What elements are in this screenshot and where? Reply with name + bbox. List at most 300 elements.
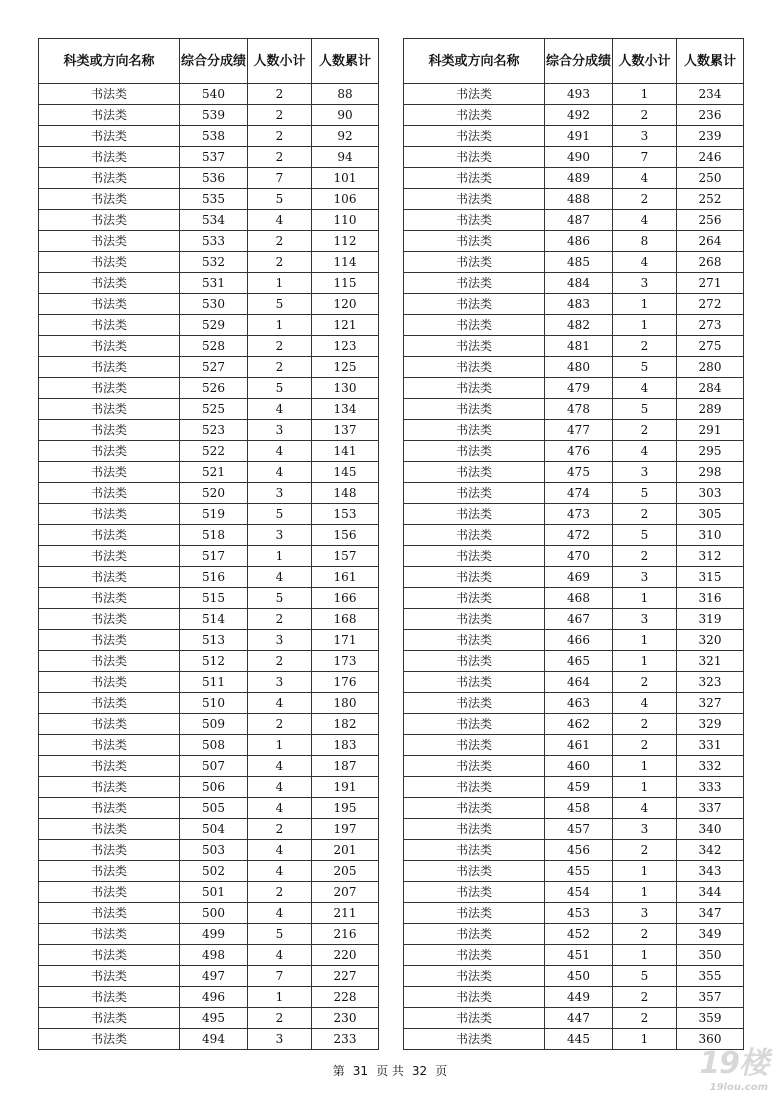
cell-name: 书法类 bbox=[39, 189, 180, 210]
table-row bbox=[39, 378, 379, 399]
cell-score: 445 bbox=[545, 1029, 613, 1050]
cell-name: 书法类 bbox=[404, 840, 545, 861]
cell-name: 书法类 bbox=[404, 630, 545, 651]
cell-count: 1 bbox=[613, 882, 677, 903]
table-row bbox=[39, 756, 379, 777]
cell-count: 3 bbox=[613, 903, 677, 924]
footer-page-number: 31 bbox=[352, 1064, 369, 1078]
cell-name: 书法类 bbox=[404, 714, 545, 735]
table-row bbox=[39, 210, 379, 231]
table-row bbox=[404, 420, 744, 441]
cell-cumulative: 344 bbox=[677, 882, 744, 903]
cell-count: 4 bbox=[613, 441, 677, 462]
cell-count: 2 bbox=[613, 672, 677, 693]
cell-count: 2 bbox=[248, 84, 312, 105]
table-row bbox=[404, 441, 744, 462]
cell-score: 512 bbox=[180, 651, 248, 672]
cell-name: 书法类 bbox=[404, 84, 545, 105]
cell-score: 481 bbox=[545, 336, 613, 357]
cell-score: 459 bbox=[545, 777, 613, 798]
table-row bbox=[39, 546, 379, 567]
cell-name: 书法类 bbox=[404, 735, 545, 756]
cell-score: 473 bbox=[545, 504, 613, 525]
cell-count: 3 bbox=[248, 1029, 312, 1050]
cell-name: 书法类 bbox=[39, 861, 180, 882]
cell-score: 514 bbox=[180, 609, 248, 630]
cell-count: 2 bbox=[248, 357, 312, 378]
table-body-right bbox=[404, 84, 744, 1050]
cell-name: 书法类 bbox=[39, 987, 180, 1008]
cell-score: 449 bbox=[545, 987, 613, 1008]
cell-count: 5 bbox=[248, 924, 312, 945]
cell-name: 书法类 bbox=[404, 357, 545, 378]
cell-score: 521 bbox=[180, 462, 248, 483]
cell-count: 4 bbox=[248, 903, 312, 924]
footer-suffix: 页 bbox=[435, 1064, 448, 1078]
cell-score: 461 bbox=[545, 735, 613, 756]
cell-count: 4 bbox=[248, 210, 312, 231]
table-row bbox=[404, 861, 744, 882]
cell-name: 书法类 bbox=[404, 987, 545, 1008]
table-row bbox=[39, 798, 379, 819]
table-row bbox=[39, 525, 379, 546]
cell-name: 书法类 bbox=[39, 1029, 180, 1050]
table-row bbox=[39, 168, 379, 189]
cell-cumulative: 289 bbox=[677, 399, 744, 420]
cell-score: 535 bbox=[180, 189, 248, 210]
cell-score: 475 bbox=[545, 462, 613, 483]
cell-count: 3 bbox=[248, 420, 312, 441]
cell-count: 2 bbox=[613, 504, 677, 525]
cell-cumulative: 273 bbox=[677, 315, 744, 336]
table-row bbox=[39, 483, 379, 504]
cell-name: 书法类 bbox=[39, 693, 180, 714]
cell-name: 书法类 bbox=[404, 777, 545, 798]
cell-count: 2 bbox=[248, 651, 312, 672]
table-row bbox=[404, 399, 744, 420]
table-row bbox=[404, 693, 744, 714]
table-row bbox=[39, 630, 379, 651]
cell-name: 书法类 bbox=[39, 210, 180, 231]
cell-cumulative: 114 bbox=[312, 252, 379, 273]
cell-name: 书法类 bbox=[404, 336, 545, 357]
table-row bbox=[404, 126, 744, 147]
cell-score: 531 bbox=[180, 273, 248, 294]
cell-count: 8 bbox=[613, 231, 677, 252]
cell-score: 486 bbox=[545, 231, 613, 252]
header-name: 科类或方向名称 bbox=[39, 39, 180, 84]
cell-cumulative: 275 bbox=[677, 336, 744, 357]
cell-count: 3 bbox=[248, 525, 312, 546]
cell-score: 462 bbox=[545, 714, 613, 735]
table-row bbox=[404, 630, 744, 651]
cell-count: 2 bbox=[613, 336, 677, 357]
table-row bbox=[39, 273, 379, 294]
cell-score: 496 bbox=[180, 987, 248, 1008]
cell-count: 1 bbox=[248, 735, 312, 756]
cell-name: 书法类 bbox=[404, 819, 545, 840]
cell-cumulative: 123 bbox=[312, 336, 379, 357]
cell-count: 4 bbox=[248, 399, 312, 420]
cell-cumulative: 216 bbox=[312, 924, 379, 945]
cell-count: 2 bbox=[248, 147, 312, 168]
cell-cumulative: 130 bbox=[312, 378, 379, 399]
cell-score: 472 bbox=[545, 525, 613, 546]
table-row bbox=[404, 567, 744, 588]
cell-cumulative: 331 bbox=[677, 735, 744, 756]
cell-name: 书法类 bbox=[39, 336, 180, 357]
cell-cumulative: 148 bbox=[312, 483, 379, 504]
cell-name: 书法类 bbox=[39, 588, 180, 609]
cell-name: 书法类 bbox=[404, 546, 545, 567]
table-row bbox=[39, 147, 379, 168]
cell-score: 489 bbox=[545, 168, 613, 189]
cell-count: 2 bbox=[613, 105, 677, 126]
cell-score: 479 bbox=[545, 378, 613, 399]
cell-cumulative: 284 bbox=[677, 378, 744, 399]
cell-score: 502 bbox=[180, 861, 248, 882]
cell-score: 447 bbox=[545, 1008, 613, 1029]
cell-cumulative: 201 bbox=[312, 840, 379, 861]
cell-name: 书法类 bbox=[404, 189, 545, 210]
cell-count: 3 bbox=[248, 483, 312, 504]
cell-cumulative: 205 bbox=[312, 861, 379, 882]
cell-cumulative: 145 bbox=[312, 462, 379, 483]
cell-count: 1 bbox=[613, 1029, 677, 1050]
cell-count: 5 bbox=[613, 966, 677, 987]
cell-name: 书法类 bbox=[404, 588, 545, 609]
cell-count: 7 bbox=[248, 168, 312, 189]
cell-count: 4 bbox=[613, 252, 677, 273]
cell-count: 2 bbox=[248, 1008, 312, 1029]
cell-name: 书法类 bbox=[404, 210, 545, 231]
cell-score: 536 bbox=[180, 168, 248, 189]
table-row bbox=[39, 777, 379, 798]
cell-score: 452 bbox=[545, 924, 613, 945]
cell-score: 534 bbox=[180, 210, 248, 231]
cell-score: 483 bbox=[545, 294, 613, 315]
cell-name: 书法类 bbox=[404, 966, 545, 987]
cell-cumulative: 88 bbox=[312, 84, 379, 105]
cell-name: 书法类 bbox=[404, 693, 545, 714]
cell-cumulative: 350 bbox=[677, 945, 744, 966]
cell-count: 2 bbox=[613, 735, 677, 756]
cell-score: 495 bbox=[180, 1008, 248, 1029]
cell-score: 501 bbox=[180, 882, 248, 903]
cell-name: 书法类 bbox=[39, 168, 180, 189]
cell-name: 书法类 bbox=[39, 630, 180, 651]
table-row bbox=[39, 231, 379, 252]
cell-cumulative: 316 bbox=[677, 588, 744, 609]
cell-score: 465 bbox=[545, 651, 613, 672]
cell-score: 533 bbox=[180, 231, 248, 252]
table-row bbox=[39, 336, 379, 357]
cell-cumulative: 182 bbox=[312, 714, 379, 735]
cell-score: 537 bbox=[180, 147, 248, 168]
cell-score: 528 bbox=[180, 336, 248, 357]
cell-cumulative: 236 bbox=[677, 105, 744, 126]
cell-name: 书法类 bbox=[39, 273, 180, 294]
cell-name: 书法类 bbox=[39, 756, 180, 777]
cell-score: 503 bbox=[180, 840, 248, 861]
cell-name: 书法类 bbox=[404, 315, 545, 336]
table-row bbox=[39, 966, 379, 987]
cell-score: 517 bbox=[180, 546, 248, 567]
cell-count: 2 bbox=[613, 840, 677, 861]
cell-count: 2 bbox=[248, 126, 312, 147]
cell-name: 书法类 bbox=[39, 1008, 180, 1029]
cell-score: 511 bbox=[180, 672, 248, 693]
cell-count: 4 bbox=[613, 693, 677, 714]
cell-name: 书法类 bbox=[39, 504, 180, 525]
table-row bbox=[404, 525, 744, 546]
cell-score: 530 bbox=[180, 294, 248, 315]
cell-cumulative: 239 bbox=[677, 126, 744, 147]
cell-count: 4 bbox=[613, 378, 677, 399]
score-table-left bbox=[38, 38, 379, 1050]
table-row bbox=[404, 903, 744, 924]
table-row bbox=[39, 735, 379, 756]
cell-name: 书法类 bbox=[39, 252, 180, 273]
cell-count: 1 bbox=[248, 273, 312, 294]
table-row bbox=[404, 462, 744, 483]
cell-cumulative: 327 bbox=[677, 693, 744, 714]
cell-name: 书法类 bbox=[404, 672, 545, 693]
cell-cumulative: 220 bbox=[312, 945, 379, 966]
cell-cumulative: 268 bbox=[677, 252, 744, 273]
cell-count: 7 bbox=[613, 147, 677, 168]
cell-name: 书法类 bbox=[404, 378, 545, 399]
cell-name: 书法类 bbox=[39, 420, 180, 441]
cell-name: 书法类 bbox=[39, 903, 180, 924]
table-row bbox=[404, 756, 744, 777]
cell-score: 464 bbox=[545, 672, 613, 693]
cell-name: 书法类 bbox=[404, 567, 545, 588]
cell-cumulative: 329 bbox=[677, 714, 744, 735]
table-row bbox=[404, 609, 744, 630]
table-row bbox=[404, 714, 744, 735]
cell-count: 4 bbox=[613, 798, 677, 819]
cell-score: 529 bbox=[180, 315, 248, 336]
cell-count: 2 bbox=[248, 714, 312, 735]
cell-score: 519 bbox=[180, 504, 248, 525]
cell-name: 书法类 bbox=[39, 882, 180, 903]
cell-score: 523 bbox=[180, 420, 248, 441]
cell-score: 492 bbox=[545, 105, 613, 126]
table-row bbox=[404, 1029, 744, 1050]
cell-cumulative: 252 bbox=[677, 189, 744, 210]
cell-score: 490 bbox=[545, 147, 613, 168]
cell-name: 书法类 bbox=[404, 462, 545, 483]
cell-score: 460 bbox=[545, 756, 613, 777]
cell-cumulative: 319 bbox=[677, 609, 744, 630]
cell-cumulative: 310 bbox=[677, 525, 744, 546]
cell-cumulative: 233 bbox=[312, 1029, 379, 1050]
table-row bbox=[39, 126, 379, 147]
cell-score: 509 bbox=[180, 714, 248, 735]
cell-name: 书法类 bbox=[404, 756, 545, 777]
cell-score: 508 bbox=[180, 735, 248, 756]
cell-count: 2 bbox=[613, 924, 677, 945]
cell-score: 505 bbox=[180, 798, 248, 819]
cell-score: 491 bbox=[545, 126, 613, 147]
cell-score: 494 bbox=[180, 1029, 248, 1050]
cell-cumulative: 227 bbox=[312, 966, 379, 987]
cell-cumulative: 173 bbox=[312, 651, 379, 672]
cell-name: 书法类 bbox=[404, 399, 545, 420]
cell-count: 1 bbox=[248, 315, 312, 336]
cell-count: 4 bbox=[248, 567, 312, 588]
table-row bbox=[404, 273, 744, 294]
cell-name: 书法类 bbox=[404, 651, 545, 672]
cell-cumulative: 271 bbox=[677, 273, 744, 294]
cell-count: 2 bbox=[613, 546, 677, 567]
cell-name: 书法类 bbox=[404, 441, 545, 462]
cell-count: 4 bbox=[248, 777, 312, 798]
cell-count: 1 bbox=[613, 651, 677, 672]
cell-name: 书法类 bbox=[39, 357, 180, 378]
cell-name: 书法类 bbox=[39, 945, 180, 966]
cell-count: 3 bbox=[613, 462, 677, 483]
cell-cumulative: 342 bbox=[677, 840, 744, 861]
cell-score: 482 bbox=[545, 315, 613, 336]
table-row bbox=[404, 168, 744, 189]
table-row bbox=[39, 651, 379, 672]
cell-cumulative: 359 bbox=[677, 1008, 744, 1029]
cell-score: 485 bbox=[545, 252, 613, 273]
cell-cumulative: 303 bbox=[677, 483, 744, 504]
table-row bbox=[39, 462, 379, 483]
cell-count: 5 bbox=[613, 483, 677, 504]
cell-count: 1 bbox=[613, 315, 677, 336]
cell-score: 454 bbox=[545, 882, 613, 903]
cell-cumulative: 234 bbox=[677, 84, 744, 105]
cell-cumulative: 161 bbox=[312, 567, 379, 588]
cell-count: 1 bbox=[613, 756, 677, 777]
table-row bbox=[404, 294, 744, 315]
cell-name: 书法类 bbox=[39, 441, 180, 462]
table-row bbox=[39, 945, 379, 966]
cell-name: 书法类 bbox=[39, 105, 180, 126]
cell-name: 书法类 bbox=[39, 231, 180, 252]
cell-name: 书法类 bbox=[39, 840, 180, 861]
cell-score: 515 bbox=[180, 588, 248, 609]
watermark-logo bbox=[699, 1038, 768, 1093]
cell-cumulative: 305 bbox=[677, 504, 744, 525]
cell-cumulative: 323 bbox=[677, 672, 744, 693]
cell-count: 2 bbox=[613, 714, 677, 735]
header-count: 人数小计 bbox=[248, 39, 312, 84]
cell-name: 书法类 bbox=[39, 84, 180, 105]
cell-name: 书法类 bbox=[39, 714, 180, 735]
cell-name: 书法类 bbox=[39, 609, 180, 630]
cell-score: 506 bbox=[180, 777, 248, 798]
cell-score: 527 bbox=[180, 357, 248, 378]
cell-count: 2 bbox=[248, 819, 312, 840]
footer-middle: 页 共 bbox=[376, 1064, 404, 1078]
cell-cumulative: 195 bbox=[312, 798, 379, 819]
cell-score: 532 bbox=[180, 252, 248, 273]
cell-count: 2 bbox=[613, 987, 677, 1008]
cell-cumulative: 110 bbox=[312, 210, 379, 231]
cell-cumulative: 197 bbox=[312, 819, 379, 840]
cell-name: 书法类 bbox=[404, 945, 545, 966]
cell-count: 2 bbox=[613, 1008, 677, 1029]
cell-name: 书法类 bbox=[39, 735, 180, 756]
cell-score: 499 bbox=[180, 924, 248, 945]
cell-cumulative: 121 bbox=[312, 315, 379, 336]
cell-name: 书法类 bbox=[404, 231, 545, 252]
cell-cumulative: 347 bbox=[677, 903, 744, 924]
cell-cumulative: 207 bbox=[312, 882, 379, 903]
cell-count: 5 bbox=[248, 189, 312, 210]
cell-cumulative: 250 bbox=[677, 168, 744, 189]
cell-name: 书法类 bbox=[39, 126, 180, 147]
cell-score: 478 bbox=[545, 399, 613, 420]
cell-score: 539 bbox=[180, 105, 248, 126]
cell-cumulative: 92 bbox=[312, 126, 379, 147]
header-name: 科类或方向名称 bbox=[404, 39, 545, 84]
cell-score: 510 bbox=[180, 693, 248, 714]
cell-score: 525 bbox=[180, 399, 248, 420]
cell-cumulative: 298 bbox=[677, 462, 744, 483]
cell-score: 468 bbox=[545, 588, 613, 609]
cell-cumulative: 349 bbox=[677, 924, 744, 945]
cell-count: 2 bbox=[248, 609, 312, 630]
page-footer bbox=[0, 1062, 780, 1079]
cell-score: 480 bbox=[545, 357, 613, 378]
cell-name: 书法类 bbox=[404, 798, 545, 819]
cell-cumulative: 153 bbox=[312, 504, 379, 525]
header-cumulative: 人数累计 bbox=[312, 39, 379, 84]
cell-cumulative: 312 bbox=[677, 546, 744, 567]
cell-cumulative: 355 bbox=[677, 966, 744, 987]
table-row bbox=[39, 882, 379, 903]
cell-score: 484 bbox=[545, 273, 613, 294]
cell-count: 3 bbox=[613, 609, 677, 630]
cell-name: 书法类 bbox=[39, 798, 180, 819]
cell-cumulative: 180 bbox=[312, 693, 379, 714]
table-row bbox=[39, 420, 379, 441]
cell-name: 书法类 bbox=[39, 651, 180, 672]
table-row bbox=[404, 210, 744, 231]
cell-name: 书法类 bbox=[404, 1029, 545, 1050]
cell-name: 书法类 bbox=[404, 147, 545, 168]
cell-name: 书法类 bbox=[404, 105, 545, 126]
table-header-row bbox=[404, 39, 744, 84]
cell-name: 书法类 bbox=[404, 420, 545, 441]
cell-cumulative: 141 bbox=[312, 441, 379, 462]
cell-count: 1 bbox=[613, 630, 677, 651]
table-body-left bbox=[39, 84, 379, 1050]
table-row bbox=[404, 966, 744, 987]
cell-count: 3 bbox=[613, 126, 677, 147]
cell-cumulative: 357 bbox=[677, 987, 744, 1008]
score-table-right bbox=[403, 38, 744, 1050]
cell-score: 522 bbox=[180, 441, 248, 462]
cell-count: 4 bbox=[248, 861, 312, 882]
cell-cumulative: 272 bbox=[677, 294, 744, 315]
cell-score: 526 bbox=[180, 378, 248, 399]
cell-score: 450 bbox=[545, 966, 613, 987]
cell-cumulative: 166 bbox=[312, 588, 379, 609]
table-header-row bbox=[39, 39, 379, 84]
cell-name: 书法类 bbox=[39, 672, 180, 693]
table-row bbox=[404, 378, 744, 399]
table-row bbox=[39, 1029, 379, 1050]
table-row bbox=[404, 777, 744, 798]
cell-score: 463 bbox=[545, 693, 613, 714]
